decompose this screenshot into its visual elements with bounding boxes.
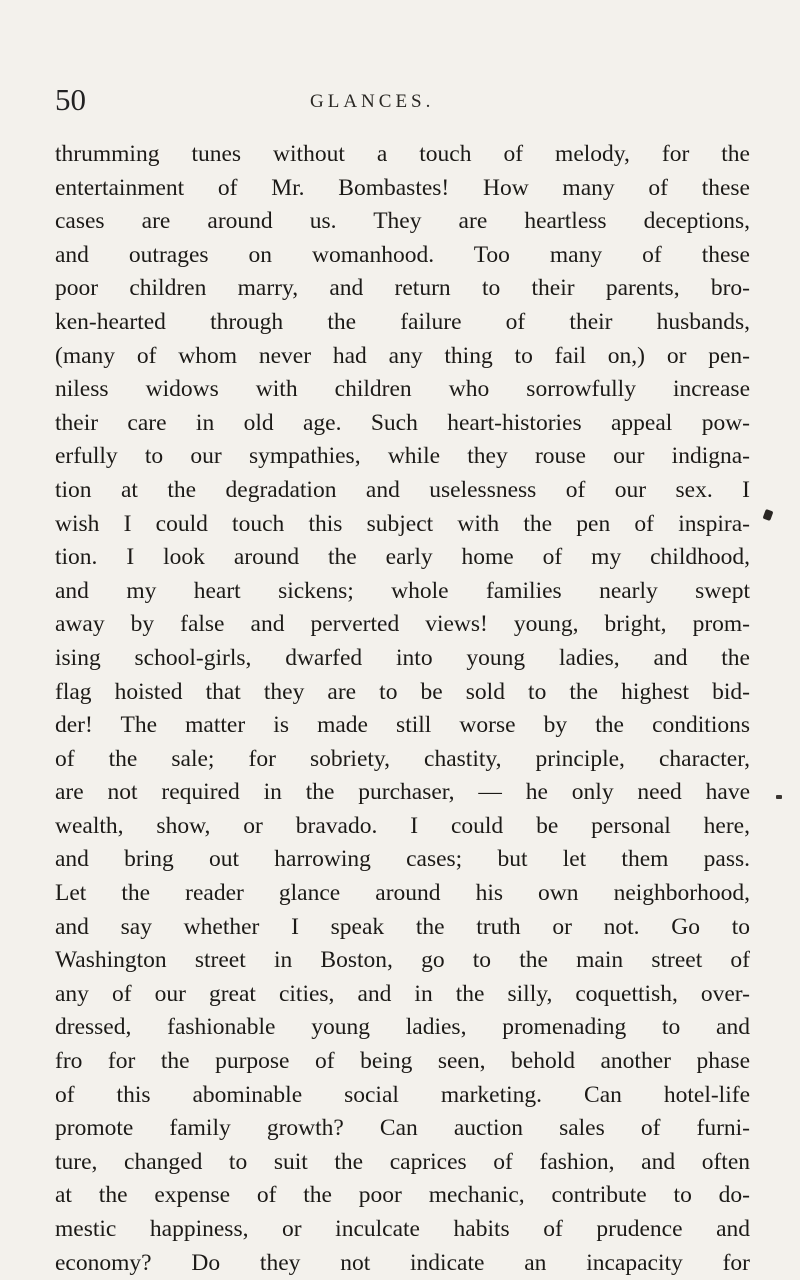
- text-line: (many of whom never had any thing to fail on,) or pen-: [55, 342, 750, 369]
- text-line: poor children marry, and return to their parents, bro-: [55, 275, 750, 302]
- running-head: GLANCES.: [310, 91, 435, 112]
- text-line: wish I could touch this subject with the pen of inspira-: [55, 510, 750, 537]
- text-line: niless widows with children who sorrowfully increase: [55, 376, 750, 403]
- text-line: entertainment of Mr. Bombastes! How many of these: [55, 174, 750, 201]
- text-line: of the sale; for sobriety, chastity, principle, character,: [55, 745, 750, 772]
- text-line: ture, changed to suit the caprices of fashion, and often: [55, 1148, 750, 1175]
- text-line: fro for the purpose of being seen, behold another phase: [55, 1048, 750, 1075]
- text-line: erfully to our sympathies, while they rouse our indigna-: [55, 443, 750, 470]
- text-line: and bring out harrowing cases; but let them pass.: [55, 846, 750, 873]
- text-line: and my heart sickens; whole families nearly swept: [55, 577, 750, 604]
- text-line: thrumming tunes without a touch of melody, for the: [55, 141, 750, 167]
- text-line: ken-hearted through the failure of their husbands,: [55, 308, 750, 335]
- text-line: any of our great cities, and in the silly, coquettish, over-: [55, 980, 750, 1007]
- text-line: and say whether I speak the truth or not. Go to: [55, 913, 750, 940]
- text-line: economy? Do they not indicate an incapacity for: [55, 1249, 750, 1276]
- text-line: away by false and perverted views! young, bright, prom-: [55, 611, 750, 638]
- text-line: and outrages on womanhood. Too many of these: [55, 241, 750, 268]
- text-line: dressed, fashionable young ladies, promenading to and: [55, 1014, 750, 1041]
- text-line: der! The matter is made still worse by the conditions: [55, 712, 750, 739]
- text-line: tion at the degradation and uselessness of our sex. I: [55, 476, 750, 503]
- text-line: Let the reader glance around his own neighborhood,: [55, 880, 750, 907]
- text-line: wealth, show, or bravado. I could be personal here,: [55, 812, 750, 839]
- text-line: mestic happiness, or inculcate habits of prudence and: [55, 1216, 750, 1242]
- text-line: at the expense of the poor mechanic, contribute to do-: [55, 1182, 750, 1209]
- text-line: are not required in the purchaser, — he only need have: [55, 779, 750, 806]
- ink-speck: [763, 509, 774, 521]
- ink-speck: [776, 795, 782, 799]
- text-line: their care in old age. Such heart-histories appeal pow-: [55, 409, 750, 436]
- text-line: Washington street in Boston, go to the main street of: [55, 947, 750, 974]
- text-line: ising school-girls, dwarfed into young ladies, and the: [55, 644, 750, 671]
- text-line: of this abominable social marketing. Can hotel-life: [55, 1081, 750, 1108]
- text-line: flag hoisted that they are to be sold to the highest bid-: [55, 678, 750, 705]
- body-text: [55, 138, 750, 1280]
- text-line: promote family growth? Can auction sales of furni-: [55, 1115, 750, 1142]
- text-line: cases are around us. They are heartless deceptions,: [55, 208, 750, 235]
- text-line: tion. I look around the early home of my childhood,: [55, 544, 750, 571]
- page-number: 50: [55, 82, 86, 117]
